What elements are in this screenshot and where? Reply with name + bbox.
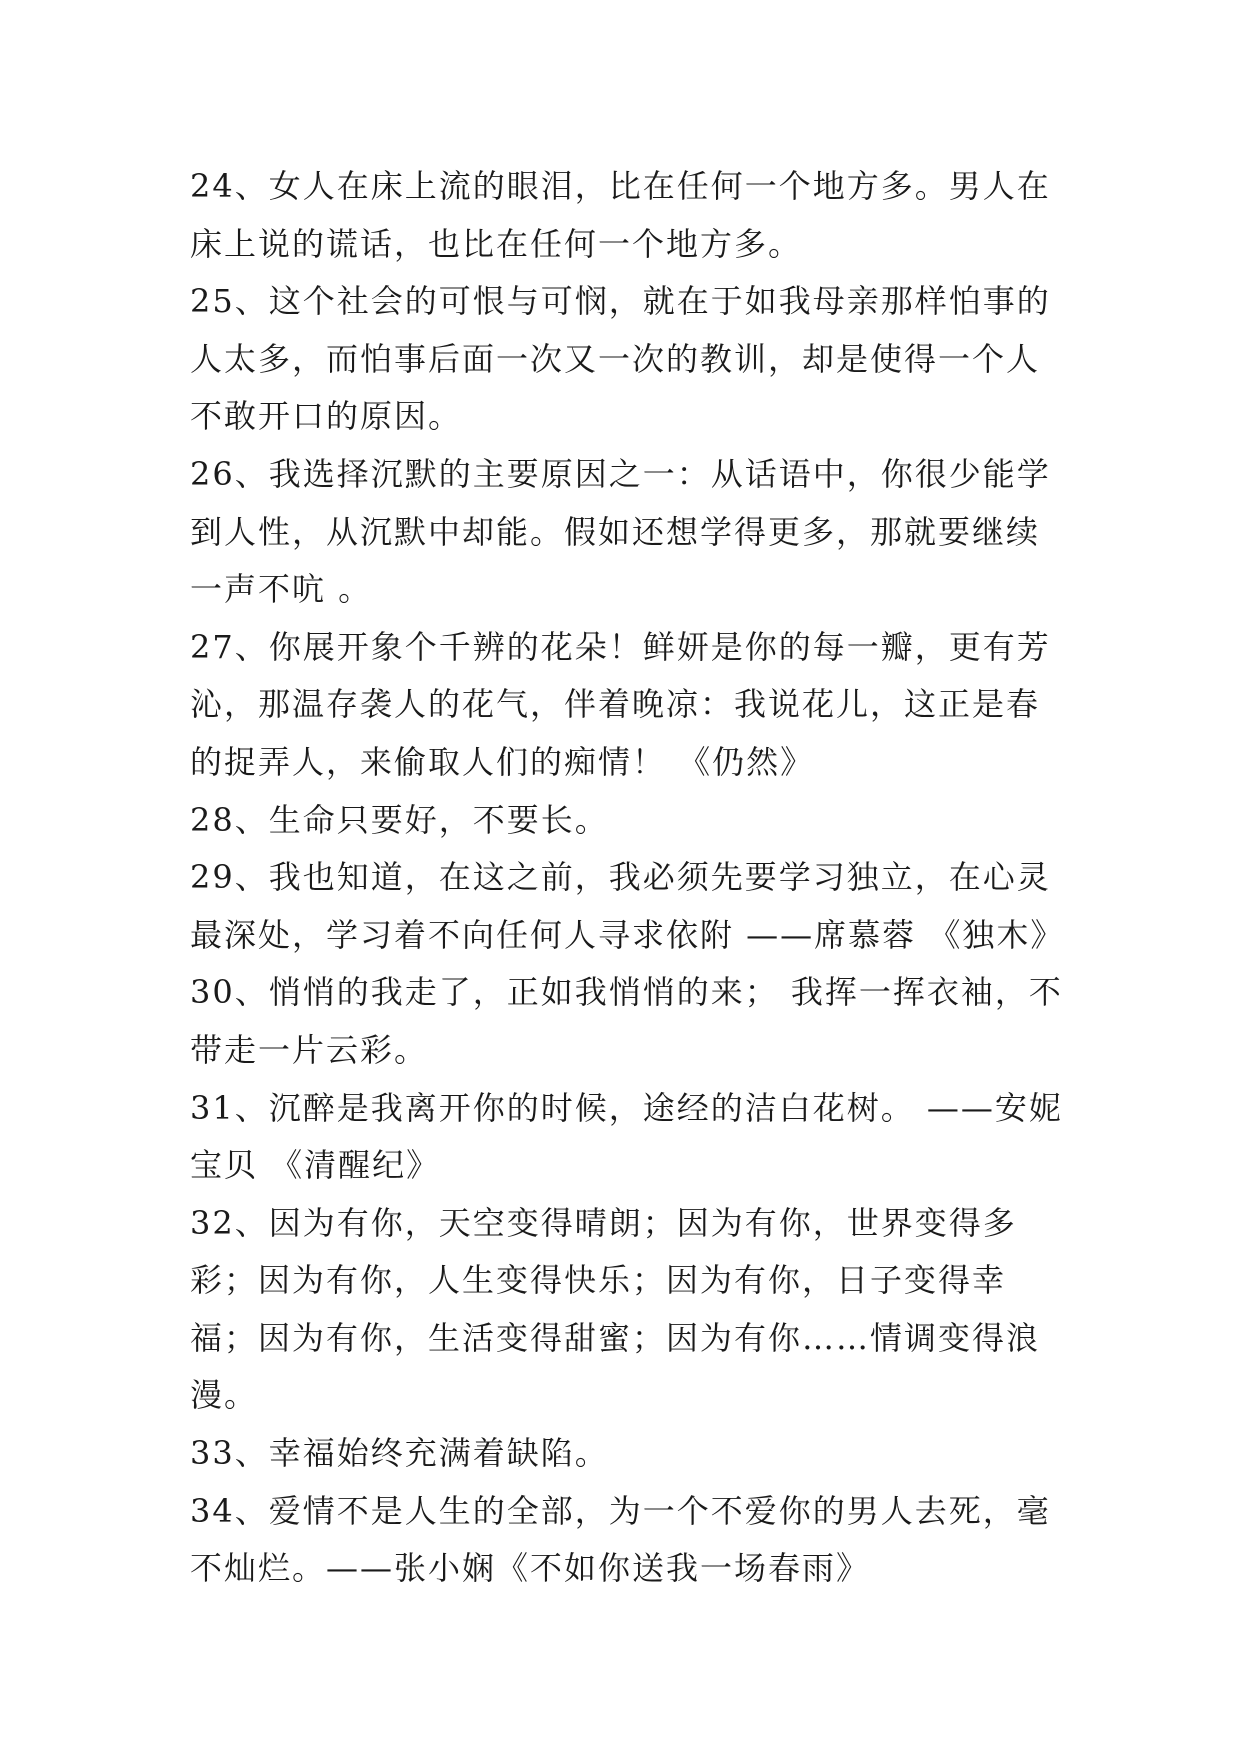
paragraph-29: 29、我也知道，在这之前，我必须先要学习独立，在心灵最深处，学习着不向任何人寻求依附 ——席慕蓉 《独木》 bbox=[190, 858, 1065, 954]
paragraph-34: 34、爱情不是人生的全部，为一个不爱你的男人去死，毫不灿烂。——张小娴《不如你送我一场春雨》 bbox=[190, 1491, 1051, 1588]
paragraph-33: 33、幸福始终充满着缺陷。 bbox=[190, 1434, 609, 1473]
paragraph-30: 30、悄悄的我走了，正如我悄悄的来； 我挥一挥衣袖，不带走一片云彩。 bbox=[190, 973, 1063, 1069]
paragraph-32: 32、因为有你，天空变得晴朗；因为有你，世界变得多彩；因为有你，人生变得快乐；因为有你，日子变得幸福；因为有你，生活变得甜蜜；因为有你……情调变得浪漫。 bbox=[190, 1203, 1041, 1415]
paragraph-25: 25、这个社会的可恨与可悯，就在于如我母亲那样怕事的人太多，而怕事后面一次又一次的教训，却是使得一个人不敢开口的原因。 bbox=[190, 282, 1051, 436]
paragraph-24: 24、女人在床上流的眼泪，比在任何一个地方多。男人在床上说的谎话，也比在任何一个地方多。 bbox=[190, 167, 1051, 263]
paragraph-26: 26、我选择沉默的主要原因之一：从话语中，你很少能学到人性，从沉默中却能。假如还想学得更多，那就要继续一声不吭 。 bbox=[190, 454, 1051, 609]
paragraph-31: 31、沉醉是我离开你的时候，途经的洁白花树。 ——安妮宝贝 《清醒纪》 bbox=[190, 1088, 1063, 1185]
paragraph-28: 28、生命只要好，不要长。 bbox=[190, 800, 609, 839]
paragraph-27: 27、你展开象个千辨的花朵！鲜妍是你的每一瓣，更有芳沁，那温存袭人的花气，伴着晚凉：我说花儿，这正是春的捉弄人，来偷取人们的痴情！ 《仍然》 bbox=[190, 627, 1051, 781]
document-body bbox=[190, 158, 1070, 1598]
